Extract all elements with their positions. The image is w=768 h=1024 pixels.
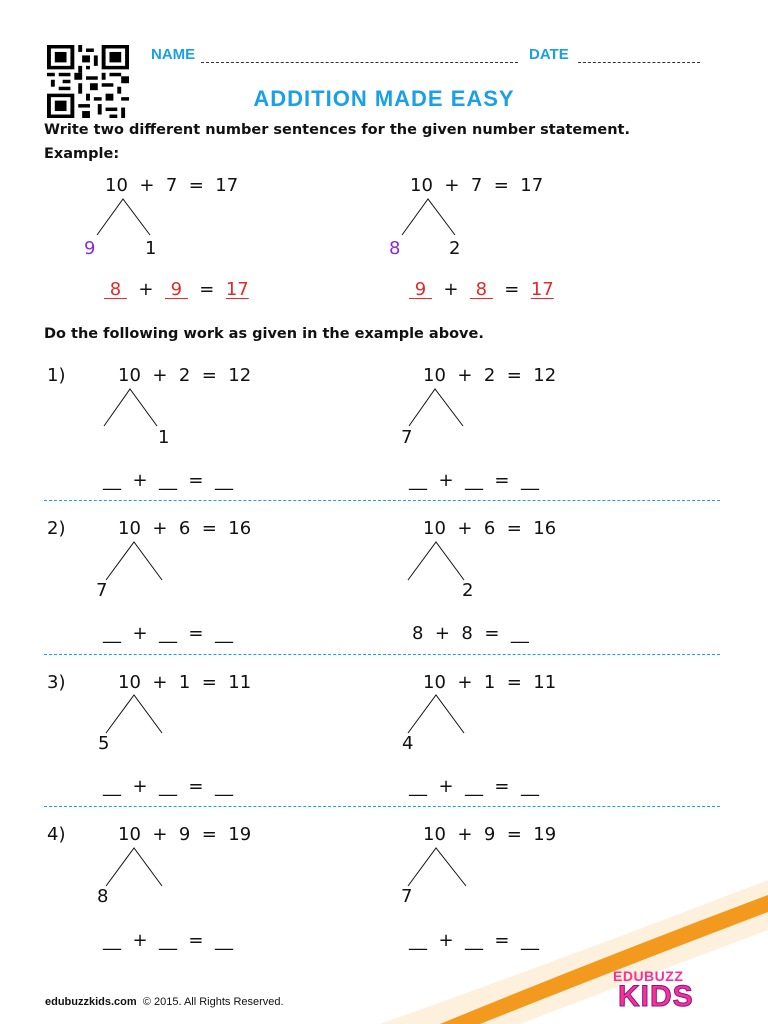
example-left-b: 9 bbox=[170, 279, 183, 300]
problem-equation: 10 + 9 = 19 bbox=[118, 824, 252, 845]
example-left-a: 8 bbox=[109, 279, 122, 300]
problem-leaf: 4 bbox=[402, 733, 414, 754]
equals-sign: = bbox=[504, 279, 520, 300]
edubuzz-logo-text: EDUBUZZ bbox=[613, 968, 684, 984]
problem-leaf: 7 bbox=[96, 580, 108, 601]
problem-leaf: 7 bbox=[401, 427, 413, 448]
problem-answer-field[interactable]: __ + __ = __ bbox=[103, 470, 233, 491]
example-right-leaf-right: 2 bbox=[449, 238, 461, 259]
kids-logo-text: KIDS bbox=[618, 980, 694, 1013]
task-instruction: Do the following work as given in the example above. bbox=[44, 326, 484, 342]
problem-answer-field[interactable]: __ + __ = __ bbox=[103, 930, 233, 951]
example-right-a: 9 bbox=[414, 279, 427, 300]
problem-number: 3) bbox=[47, 672, 66, 693]
problem-equation: 10 + 1 = 11 bbox=[118, 672, 252, 693]
footer-site: edubuzzkids.com bbox=[45, 996, 137, 1008]
problem-leaf: 1 bbox=[158, 427, 170, 448]
worksheet-title: ADDITION MADE EASY bbox=[253, 86, 515, 111]
instruction-text: Write two different number sentences for the given number statement. bbox=[44, 122, 630, 138]
problem-answer-field[interactable]: 8 + 8 = __ bbox=[412, 623, 529, 644]
example-left-leaf-left: 9 bbox=[84, 238, 96, 259]
problem-number: 4) bbox=[47, 824, 66, 845]
example-label: Example: bbox=[44, 146, 120, 162]
example-right-equation: 10 + 7 = 17 bbox=[410, 175, 544, 196]
problem-answer-field[interactable]: __ + __ = __ bbox=[103, 776, 233, 797]
plus-sign: + bbox=[138, 279, 154, 300]
plus-sign: + bbox=[443, 279, 459, 300]
problem-leaf: 2 bbox=[462, 580, 474, 601]
problem-leaf: 8 bbox=[97, 886, 109, 907]
problem-equation: 10 + 1 = 11 bbox=[423, 672, 557, 693]
date-label: DATE bbox=[529, 46, 569, 63]
problem-leaf: 7 bbox=[401, 886, 413, 907]
footer bbox=[45, 996, 284, 1008]
problem-number: 2) bbox=[47, 518, 66, 539]
footer-copyright: © 2015. All Rights Reserved. bbox=[142, 996, 284, 1008]
problem-equation: 10 + 6 = 16 bbox=[118, 518, 252, 539]
example-right-leaf-left: 8 bbox=[389, 238, 401, 259]
problem-leaf: 5 bbox=[98, 733, 110, 754]
example-left-leaf-right: 1 bbox=[145, 238, 157, 259]
example-right-sum: 17 bbox=[530, 279, 554, 300]
example-left-equation: 10 + 7 = 17 bbox=[105, 175, 239, 196]
problem-answer-field[interactable]: __ + __ = __ bbox=[409, 930, 539, 951]
problem-answer-field[interactable]: __ + __ = __ bbox=[409, 470, 539, 491]
example-right-b: 8 bbox=[475, 279, 488, 300]
problem-equation: 10 + 2 = 12 bbox=[118, 365, 252, 386]
equals-sign: = bbox=[199, 279, 215, 300]
problem-equation: 10 + 9 = 19 bbox=[423, 824, 557, 845]
name-label: NAME bbox=[151, 46, 196, 63]
problem-equation: 10 + 6 = 16 bbox=[423, 518, 557, 539]
example-left-sum: 17 bbox=[225, 279, 249, 300]
problem-number: 1) bbox=[47, 365, 66, 386]
problem-answer-field[interactable]: __ + __ = __ bbox=[409, 776, 539, 797]
problem-equation: 10 + 2 = 12 bbox=[423, 365, 557, 386]
problem-answer-field[interactable]: __ + __ = __ bbox=[103, 623, 233, 644]
